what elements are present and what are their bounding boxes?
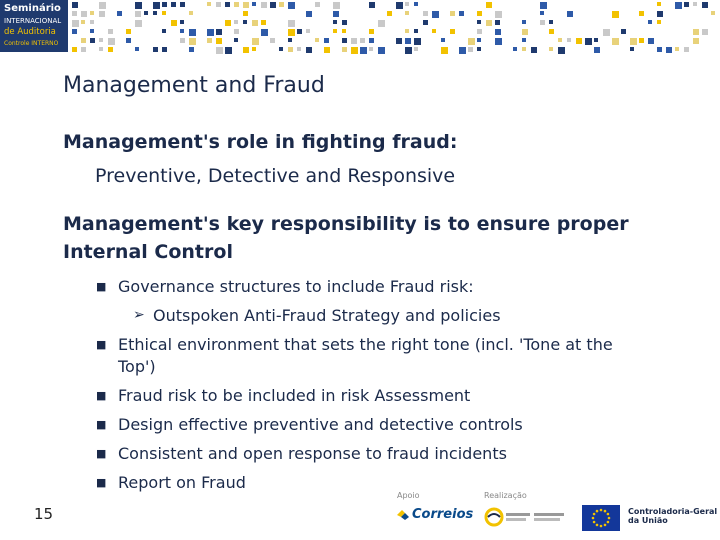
pattern-square xyxy=(558,38,562,42)
eu-stars xyxy=(582,505,620,531)
pattern-square xyxy=(333,29,337,33)
pattern-square xyxy=(486,20,492,26)
bullet-text: Report on Fraud xyxy=(118,473,246,492)
bullet-list xyxy=(96,272,656,497)
pattern-square xyxy=(423,11,428,16)
pattern-square xyxy=(189,47,194,52)
pattern-square xyxy=(216,2,221,7)
pattern-square xyxy=(396,38,402,44)
cgu-line-2: da União xyxy=(628,516,668,525)
bullet-text-continued: Top') xyxy=(118,357,156,376)
pattern-square xyxy=(99,2,106,9)
pattern-square xyxy=(81,47,86,52)
pattern-square xyxy=(342,38,347,43)
pattern-square xyxy=(594,38,598,42)
pattern-square xyxy=(342,29,346,33)
logo-line-4: Controle INTERNO xyxy=(4,40,59,47)
eu-star xyxy=(608,517,611,520)
pattern-square xyxy=(207,2,211,6)
pattern-square xyxy=(243,47,249,53)
realization-label: Realização xyxy=(484,491,527,500)
pattern-square xyxy=(549,47,553,51)
eu-star xyxy=(607,521,610,524)
pattern-square xyxy=(297,29,302,34)
pattern-square xyxy=(477,38,481,42)
cgu-line-1: Controladoria-Geral xyxy=(628,507,718,516)
tcu-logo-icon xyxy=(484,507,572,527)
pattern-square xyxy=(234,2,239,7)
pattern-square xyxy=(90,20,94,24)
pattern-square xyxy=(396,2,403,9)
pattern-square xyxy=(540,2,547,9)
square-bullet-icon: ■ xyxy=(96,418,107,431)
correios-logo-text: Correios xyxy=(412,507,474,522)
pattern-square xyxy=(657,47,662,52)
pattern-square xyxy=(153,11,157,15)
pattern-square xyxy=(630,38,637,45)
pattern-square xyxy=(603,29,610,36)
square-bullet-icon: ■ xyxy=(96,338,107,351)
pattern-square xyxy=(108,47,113,52)
pattern-square xyxy=(522,47,526,51)
pattern-square xyxy=(216,29,222,35)
pattern-square xyxy=(180,2,185,7)
pattern-square xyxy=(657,11,663,17)
pattern-square xyxy=(522,38,526,42)
pattern-square xyxy=(234,38,238,42)
pattern-square xyxy=(162,2,167,7)
pattern-square xyxy=(522,29,528,35)
pattern-square xyxy=(72,47,77,52)
pattern-square xyxy=(414,2,418,6)
pattern-square xyxy=(531,47,537,53)
pattern-square xyxy=(612,38,619,45)
pattern-square xyxy=(144,11,148,15)
pattern-square xyxy=(306,47,312,53)
pattern-square xyxy=(405,11,409,15)
pattern-square xyxy=(324,38,329,43)
pattern-square xyxy=(180,20,184,24)
list-item xyxy=(96,301,656,330)
pattern-square xyxy=(621,29,626,34)
pattern-square xyxy=(405,38,411,44)
pattern-square xyxy=(252,2,256,6)
pattern-square xyxy=(171,20,177,26)
bullet-text: Design effective preventive and detective controls xyxy=(118,415,523,434)
pattern-square xyxy=(279,2,284,7)
pattern-square xyxy=(135,47,139,51)
eu-star xyxy=(600,525,603,528)
pattern-square xyxy=(459,11,464,16)
pattern-square xyxy=(72,2,78,8)
pattern-square xyxy=(243,11,248,16)
logo-line-1: Seminário xyxy=(4,3,61,14)
pattern-square xyxy=(684,2,689,7)
pattern-square xyxy=(450,11,455,16)
pattern-square xyxy=(279,47,283,51)
pattern-square xyxy=(684,47,689,52)
pattern-square xyxy=(675,47,679,51)
role-heading: Management's role in fighting fraud: xyxy=(63,131,458,153)
pattern-square xyxy=(369,38,374,43)
pattern-square xyxy=(126,29,131,34)
pattern-square xyxy=(180,29,184,33)
pattern-square xyxy=(702,2,708,8)
pattern-square xyxy=(261,20,266,25)
role-detail: Preventive, Detective and Responsive xyxy=(95,165,456,187)
list-item xyxy=(96,468,656,497)
pattern-square xyxy=(333,2,340,9)
pattern-square xyxy=(657,20,661,24)
pattern-square xyxy=(243,20,247,24)
square-bullet-icon: ■ xyxy=(96,389,107,402)
eu-star xyxy=(596,524,599,527)
list-item xyxy=(96,439,656,468)
pattern-square xyxy=(513,47,517,51)
pattern-square xyxy=(288,2,295,9)
pattern-square xyxy=(540,20,545,25)
pattern-square xyxy=(414,47,418,51)
list-item xyxy=(96,410,656,439)
pattern-square xyxy=(189,11,193,15)
header-pattern xyxy=(0,0,720,58)
pattern-square xyxy=(288,20,295,27)
page-number: 15 xyxy=(34,505,54,523)
eu-star xyxy=(604,510,607,513)
pattern-square xyxy=(72,11,77,16)
pattern-square xyxy=(243,2,249,8)
pattern-square xyxy=(306,29,310,33)
pattern-square xyxy=(675,2,682,9)
eu-star xyxy=(596,510,599,513)
logo-line-3: de Auditoria xyxy=(4,27,56,37)
pattern-square xyxy=(522,20,526,24)
pattern-square xyxy=(378,47,385,54)
pattern-square xyxy=(648,20,652,24)
pattern-square xyxy=(549,20,553,24)
pattern-square xyxy=(432,11,439,18)
pattern-square xyxy=(333,20,337,24)
pattern-square xyxy=(234,29,239,34)
square-bullet-icon: ■ xyxy=(96,280,107,293)
pattern-square xyxy=(657,2,661,6)
pattern-square xyxy=(225,2,230,7)
pattern-square xyxy=(342,47,347,52)
eu-star xyxy=(607,513,610,516)
pattern-square xyxy=(135,20,142,27)
pattern-square xyxy=(576,38,582,44)
pattern-square xyxy=(477,29,482,34)
pattern-square xyxy=(162,11,166,15)
pattern-square xyxy=(162,29,166,33)
pattern-square xyxy=(360,47,367,54)
bullet-text: Outspoken Anti-Fraud Strategy and policies xyxy=(153,306,501,325)
pattern-square xyxy=(594,47,600,53)
pattern-square xyxy=(558,47,565,54)
pattern-square xyxy=(432,29,436,33)
list-item xyxy=(96,381,656,410)
pattern-square xyxy=(99,11,105,17)
arrow-bullet-icon: ➢ xyxy=(133,307,145,323)
pattern-square xyxy=(90,29,94,33)
pattern-square xyxy=(225,20,231,26)
pattern-square xyxy=(153,2,160,9)
pattern-square xyxy=(369,29,374,34)
correios-logo-icon xyxy=(396,509,410,521)
pattern-square xyxy=(315,38,319,42)
pattern-square xyxy=(288,38,292,42)
pattern-square xyxy=(693,38,699,44)
pattern-square xyxy=(171,2,176,7)
pattern-square xyxy=(567,38,571,42)
pattern-square xyxy=(639,11,644,16)
pattern-square xyxy=(711,11,715,15)
pattern-square xyxy=(495,20,500,25)
pattern-square xyxy=(81,20,85,24)
square-bullet-icon: ■ xyxy=(96,447,107,460)
pattern-square xyxy=(162,47,167,52)
pattern-square xyxy=(81,38,86,43)
pattern-square xyxy=(423,20,428,25)
pattern-square xyxy=(477,20,481,24)
pattern-square xyxy=(495,29,501,35)
pattern-square xyxy=(459,47,466,54)
pattern-square xyxy=(639,38,644,43)
pattern-square xyxy=(477,11,482,16)
pattern-square xyxy=(495,38,502,45)
pattern-square xyxy=(117,11,122,16)
list-item xyxy=(96,272,656,301)
pattern-square xyxy=(702,29,708,35)
pattern-square xyxy=(189,38,196,45)
list-item xyxy=(96,330,656,381)
pattern-square xyxy=(414,38,421,45)
pattern-square xyxy=(270,38,275,43)
pattern-square xyxy=(126,38,131,43)
pattern-square xyxy=(153,47,158,52)
responsibility-heading-line-1: Management's key responsibility is to ensure proper xyxy=(63,213,629,235)
eu-star xyxy=(593,513,596,516)
pattern-square xyxy=(297,47,301,51)
pattern-square xyxy=(207,29,214,36)
pattern-square xyxy=(207,38,212,43)
pattern-square xyxy=(189,29,196,36)
support-label: Apoio xyxy=(397,491,420,500)
eu-flag-icon xyxy=(582,505,620,531)
pattern-square xyxy=(306,11,312,17)
logo-line-2: INTERNACIONAL xyxy=(4,17,62,25)
pattern-square xyxy=(315,2,320,7)
pattern-square xyxy=(360,38,365,43)
pattern-square xyxy=(225,47,232,54)
pattern-square xyxy=(351,38,357,44)
pattern-square xyxy=(666,47,672,53)
pattern-square xyxy=(450,29,455,34)
pattern-square xyxy=(108,29,113,34)
bullet-text: Consistent and open response to fraud incidents xyxy=(118,444,507,463)
pattern-square xyxy=(369,47,373,51)
pattern-square xyxy=(288,29,295,36)
pattern-square xyxy=(180,38,185,43)
pattern-square xyxy=(99,38,103,42)
pattern-square xyxy=(387,11,392,16)
pattern-square xyxy=(405,2,409,6)
pattern-square xyxy=(648,38,654,44)
pattern-square xyxy=(369,2,375,8)
pattern-square xyxy=(441,47,448,54)
pattern-square xyxy=(612,11,619,18)
pattern-square xyxy=(630,47,634,51)
pattern-square xyxy=(405,47,412,54)
pattern-square xyxy=(252,20,258,26)
pattern-square xyxy=(693,29,699,35)
pattern-square xyxy=(549,29,554,34)
bullet-text: Fraud risk to be included in risk Assessment xyxy=(118,386,471,405)
pattern-square xyxy=(486,2,492,8)
pattern-square xyxy=(261,29,268,36)
pattern-square xyxy=(90,11,94,15)
pattern-square xyxy=(378,20,385,27)
pattern-square xyxy=(441,38,445,42)
pattern-square xyxy=(135,11,141,17)
responsibility-heading-line-2: Internal Control xyxy=(63,241,233,263)
pattern-square xyxy=(585,38,592,45)
pattern-square xyxy=(468,47,473,52)
pattern-square xyxy=(342,20,347,25)
square-bullet-icon: ■ xyxy=(96,476,107,489)
pattern-square xyxy=(81,11,87,17)
seminar-logo xyxy=(0,0,68,52)
pattern-square xyxy=(477,47,481,51)
pattern-square xyxy=(468,38,475,45)
pattern-square xyxy=(567,11,573,17)
bullet-text: Ethical environment that sets the right tone (incl. 'Tone at the xyxy=(118,335,613,354)
pattern-square xyxy=(333,11,339,17)
bullet-text: Governance structures to include Fraud risk: xyxy=(118,277,474,296)
pattern-square xyxy=(270,2,276,8)
pattern-square xyxy=(135,2,142,9)
pattern-square xyxy=(72,20,79,27)
eu-star xyxy=(593,521,596,524)
pattern-square xyxy=(216,47,223,54)
pattern-square xyxy=(693,2,697,6)
pattern-square xyxy=(90,38,95,43)
pattern-square xyxy=(351,47,358,54)
slide-title: Management and Fraud xyxy=(63,73,325,98)
eu-star xyxy=(592,517,595,520)
cgu-logo xyxy=(628,507,717,525)
eu-star xyxy=(600,509,603,512)
pattern-square xyxy=(252,38,259,45)
pattern-square xyxy=(72,29,77,34)
pattern-square xyxy=(495,11,502,18)
eu-star xyxy=(604,524,607,527)
pattern-square xyxy=(405,29,409,33)
pattern-square xyxy=(252,47,256,51)
pattern-square xyxy=(99,47,103,51)
pattern-square xyxy=(108,38,115,45)
pattern-square xyxy=(234,20,238,24)
pattern-square xyxy=(288,47,293,52)
pattern-square xyxy=(324,47,330,53)
pattern-square xyxy=(414,29,418,33)
pattern-square xyxy=(261,2,267,8)
pattern-square xyxy=(540,11,544,15)
pattern-square xyxy=(216,38,222,44)
